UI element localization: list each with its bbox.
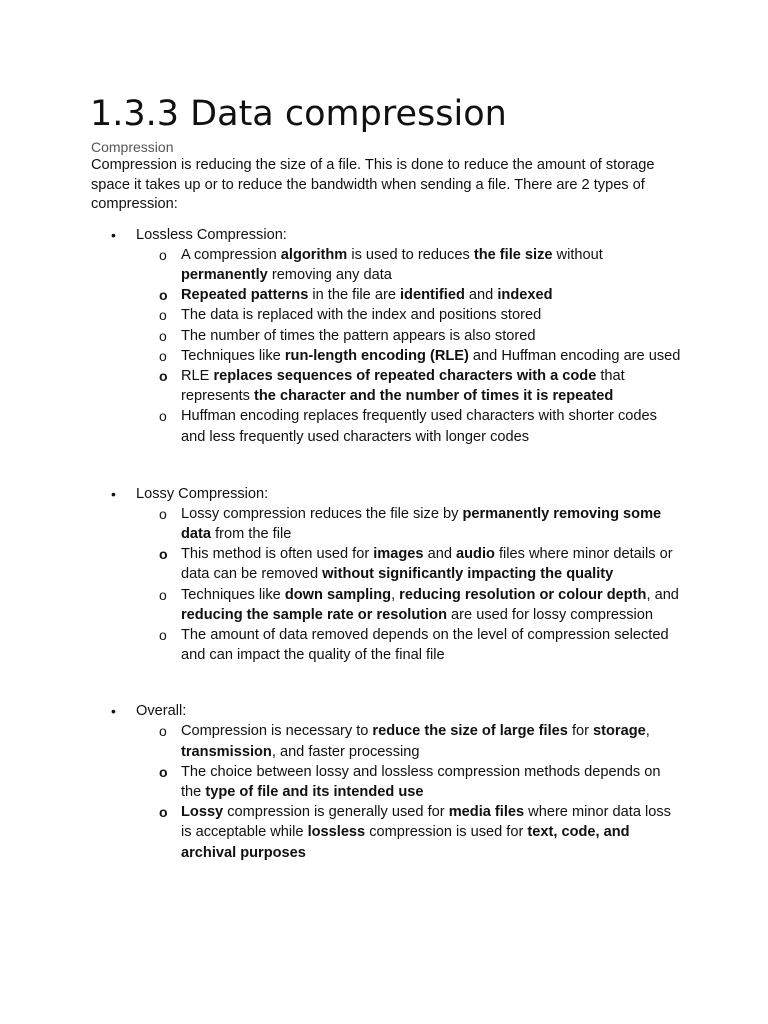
section-subtitle: Compression [91, 139, 174, 155]
section-heading: Overall: [136, 703, 187, 720]
circle-bullet-icon: o [159, 763, 168, 780]
list-item: o Compression is necessary to reduce the size of large files for storage, transmission, and faster processing [159, 723, 650, 760]
circle-bullet-icon: o [159, 408, 167, 425]
section-list [91, 225, 691, 863]
list-item: o A compression algorithm is used to reduces the file size without permanently removing any data [159, 246, 603, 283]
section-item [91, 225, 691, 447]
section-item [91, 484, 691, 666]
section-item [91, 701, 691, 862]
list-item: o The data is replaced with the index and positions stored [136, 305, 681, 325]
list-item: o RLE replaces sequences of repeated characters with a code that represents the character and the number of times it is repeated [159, 368, 625, 405]
section-heading: Lossy Compression: [136, 485, 269, 502]
page-title: 1.3.3 Data compression [90, 94, 507, 134]
list-item: o Huffman encoding replaces frequently used characters with shorter codes and less frequently used characters with longer codes [159, 408, 657, 445]
bullet-icon: • [111, 485, 116, 502]
sub-list [136, 245, 691, 447]
list-item: o The amount of data removed depends on the level of compression selected and can impact the quality of the final file [159, 627, 669, 664]
circle-bullet-icon: o [159, 723, 167, 740]
list-item: o This method is often used for images and audio files where minor details or data can be removed without significantly impacting the quality [159, 546, 673, 583]
document-page [91, 92, 691, 863]
section-heading: Lossless Compression: [136, 226, 287, 243]
list-item: o Techniques like down sampling, reducing resolution or colour depth, and reducing the sample rate or resolution are used for lossy compression [159, 586, 679, 623]
circle-bullet-icon: o [159, 327, 167, 344]
list-item: o Lossy compression reduces the file size by permanently removing some data from the file [159, 505, 662, 543]
list-item: o Lossy compression is generally used for media files where minor data loss is acceptable while lossless compression is used for text, code, and archival purposes [159, 804, 671, 861]
circle-bullet-icon: o [159, 347, 167, 364]
intro-paragraph: Compression is reducing the size of a file. This is done to reduce the amount of storage space it takes up or to reduce the bandwidth when sending a file. There are 2 types of compression: [91, 157, 655, 213]
circle-bullet-icon: o [159, 586, 167, 603]
bullet-icon: • [111, 703, 116, 720]
list-item: o The number of times the pattern appears is also stored [136, 326, 681, 346]
list-item: o The choice between lossy and lossless compression methods depends on the type of file and its intended use [159, 763, 661, 801]
circle-bullet-icon: o [159, 368, 168, 384]
circle-bullet-icon: o [159, 804, 168, 821]
circle-bullet-icon: o [159, 246, 167, 263]
circle-bullet-icon: o [159, 546, 168, 563]
list-item: o Techniques like run-length encoding (RLE) and Huffman encoding are used [136, 346, 681, 366]
circle-bullet-icon: o [159, 287, 168, 304]
sub-list [136, 721, 691, 862]
circle-bullet-icon: o [159, 627, 167, 644]
bullet-icon: • [111, 226, 116, 243]
circle-bullet-icon: o [159, 307, 167, 324]
list-item: o Repeated patterns in the file are identified and indexed [136, 285, 681, 305]
circle-bullet-icon: o [159, 505, 167, 522]
sub-list [136, 504, 691, 666]
